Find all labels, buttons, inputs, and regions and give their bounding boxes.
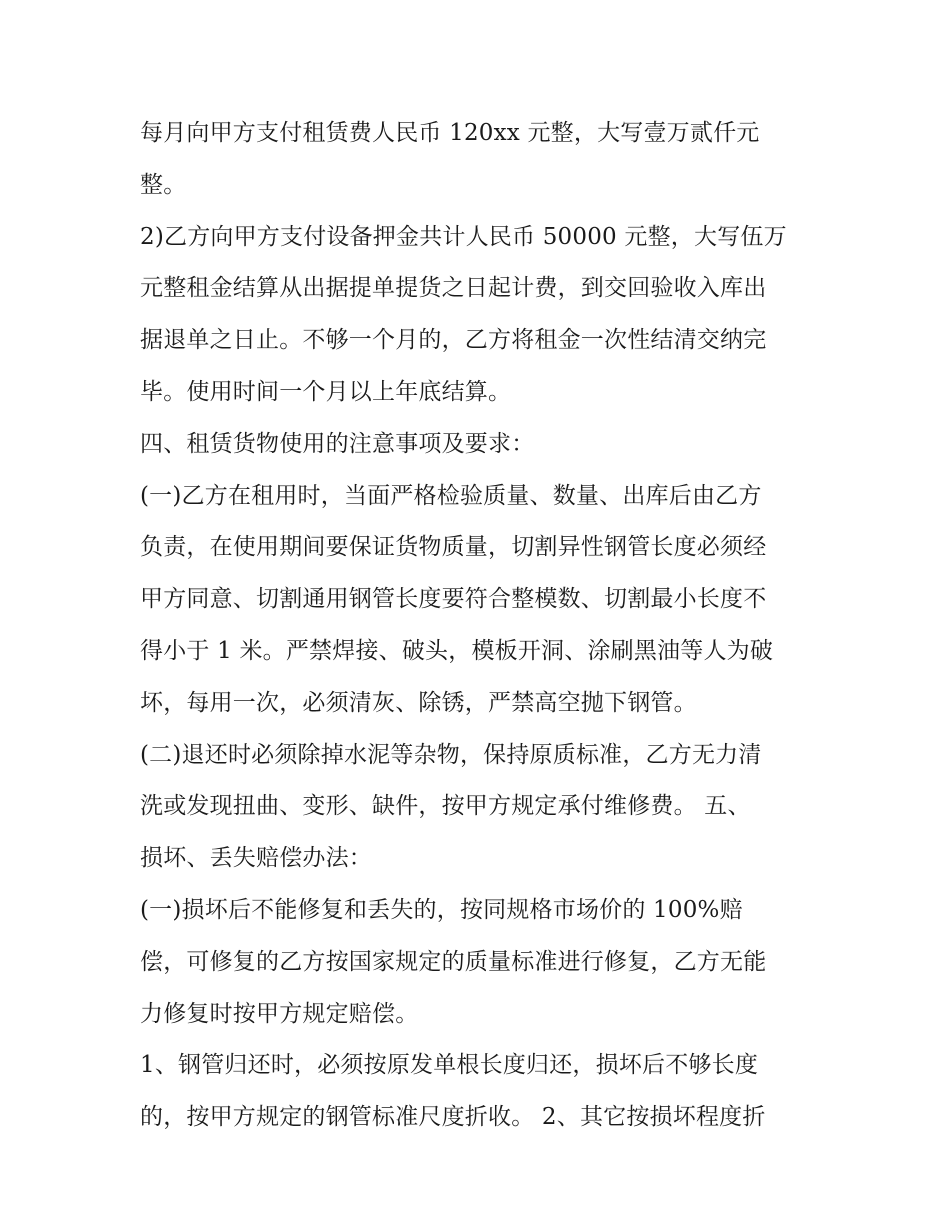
text-line: 洗或发现扭曲、变形、缺件，按甲方规定承付维修费。 五、 — [140, 793, 751, 820]
text-line: (一)乙方在租用时，当面严格检验质量、数量、出库后由乙方 — [140, 482, 762, 509]
text-line: 元整租金结算从出据提单提货之日起计费，到交回验收入库出 — [140, 275, 767, 302]
text-line: 偿，可修复的乙方按国家规定的质量标准进行修复，乙方无能 — [140, 948, 767, 975]
contract-text — [140, 108, 820, 1144]
text-line: (二)退还时必须除掉水泥等杂物，保持原质标准，乙方无力清 — [140, 741, 762, 768]
text-line: 甲方同意、切割通用钢管长度要符合整模数、切割最小长度不 — [140, 586, 767, 613]
text-line: 的，按甲方规定的钢管标准尺度折收。 2、其它按损坏程度折 — [140, 1104, 766, 1131]
text-line: 毕。使用时间一个月以上年底结算。 — [140, 378, 512, 405]
section-heading: 损坏、丢失赔偿办法： — [140, 845, 372, 872]
text-line: 得小于 1 米。严禁焊接、破头，模板开洞、涂刷黑油等人为破 — [140, 637, 774, 664]
text-line: 每月向甲方支付租赁费人民币 120xx 元整，大写壹万贰仟元 — [140, 120, 760, 146]
text-line: 力修复时按甲方规定赔偿。 — [140, 1000, 419, 1027]
text-line: 1、钢管归还时，必须按原发单根长度归还，损坏后不够长度 — [140, 1052, 759, 1079]
text-line: 2)乙方向甲方支付设备押金共计人民币 50000 元整，大写伍万 — [140, 223, 787, 250]
text-line: 负责，在使用期间要保证货物质量，切割异性钢管长度必须经 — [140, 534, 767, 561]
text-line: (一)损坏后不能修复和丢失的，按同规格市场价的 100%赔 — [140, 896, 743, 923]
section-heading: 四、租赁货物使用的注意事项及要求： — [140, 430, 535, 457]
text-line: 坏，每用一次，必须清灰、除锈，严禁高空抛下钢管。 — [140, 689, 697, 716]
text-line: 据退单之日止。不够一个月的，乙方将租金一次性结清交纳完 — [140, 327, 767, 354]
text-line: 整。 — [140, 171, 187, 198]
